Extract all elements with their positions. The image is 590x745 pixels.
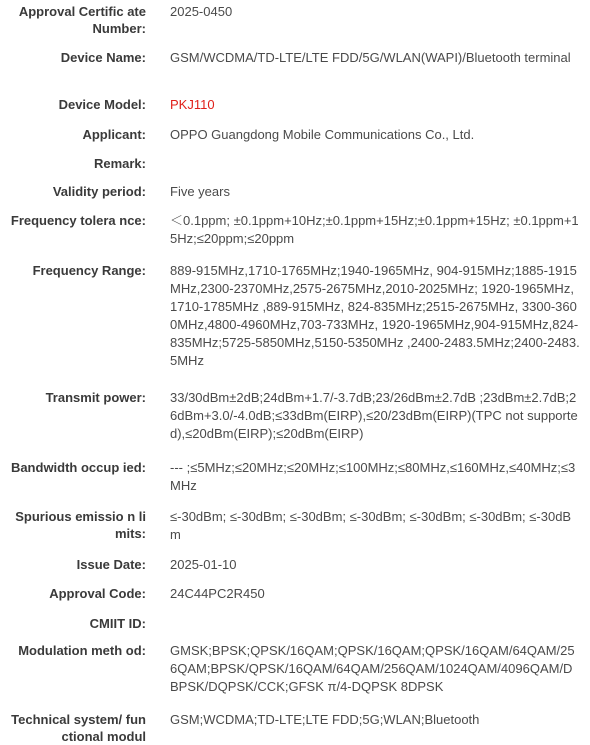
frequency-tolerance-value: ＜0.1ppm; ±0.1ppm+10Hz;±0.1ppm+15Hz;±0.1ppm+15Hz; ±0.1ppm+15Hz;≤20ppm;≤20ppm (170, 213, 579, 246)
frequency-range-value: 889-915MHz,1710-1765MHz;1940-1965MHz, 904-915MHz;1885-1915MHz,2300-2370MHz,2575-2675MHz,2010-2025MHz; 1920-1965MHz,1710-1785MHz ,889-915MHz, 824-835MHz;2515-2675MHz, 3300-3600MHz,4800-4960MHz,703-733MHz, 1920-1965MHz,904-915MHz,824-835MHz;5725-5850MHz,5150-5350MHz ,2400-2483.5MHz;2400-2483.5MHz (170, 263, 580, 368)
applicant-value: OPPO Guangdong Mobile Communications Co., Ltd. (170, 127, 475, 142)
technical-system-value: GSM;WCDMA;TD-LTE;LTE FDD;5G;WLAN;Bluetooth (170, 712, 480, 727)
bandwidth-occupied-label: Bandwidth occup ied: (10, 460, 146, 475)
approval-code-value: 24C44PC2R450 (170, 586, 265, 601)
approval-certificate-number-label: Approval Certific ate Number: (18, 4, 146, 36)
bandwidth-occupied-value: --- ;≤5MHz;≤20MHz;≤20MHz;≤100MHz;≤80MHz,≤160MHz,≤40MHz;≤3MHz (170, 460, 576, 493)
spurious-emission-limits-value: ≤-30dBm; ≤-30dBm; ≤-30dBm; ≤-30dBm; ≤-30dBm; ≤-30dBm; ≤-30dBm (170, 509, 572, 542)
transmit-power-label: Transmit power: (45, 390, 146, 405)
approval-certificate-number-value: 2025-0450 (170, 4, 233, 19)
issue-date-value: 2025-01-10 (170, 557, 237, 572)
applicant-label: Applicant: (82, 127, 146, 142)
device-model-label: Device Model: (58, 97, 146, 112)
device-model-value: PKJ110 (170, 97, 215, 112)
approval-code-label: Approval Code: (49, 586, 146, 601)
device-name-value: GSM/WCDMA/TD-LTE/LTE FDD/5G/WLAN(WAPI)/Bluetooth terminal (170, 50, 571, 65)
frequency-range-label: Frequency Range: (32, 263, 146, 278)
device-name-label: Device Name: (60, 50, 146, 65)
remark-label: Remark: (93, 156, 146, 171)
transmit-power-value: 33/30dBm±2dB;24dBm+1.7/-3.7dB;23/26dBm±2.7dB ;23dBm±2.7dB;26dBm+3.0/-4.0dB;≤33dBm(EIRP),≤20/23dBm(EIRP)(TPC not supported),≤20dBm(EIRP);≤20dBm(EIRP) (170, 390, 578, 441)
validity-period-value: Five years (170, 184, 230, 199)
issue-date-label: Issue Date: (76, 557, 146, 572)
frequency-tolerance-label: Frequency tolera nce: (10, 213, 146, 228)
technical-system-label: Technical system/ functional modul (11, 712, 146, 744)
validity-period-label: Validity period: (52, 184, 146, 199)
cmiit-id-label: CMIIT ID: (89, 616, 146, 631)
modulation-method-value: GMSK;BPSK;QPSK/16QAM;QPSK/16QAM;QPSK/16QAM/64QAM/256QAM;BPSK/QPSK/16QAM/64QAM/256QAM/1024QAM/4096QAM/DBPSK/DQPSK/CCK;GFSK π/4-DQPSK 8DPSK (170, 643, 575, 694)
modulation-method-label: Modulation meth od: (18, 643, 146, 658)
spurious-emission-limits-label: Spurious emissio n limits: (15, 509, 146, 541)
